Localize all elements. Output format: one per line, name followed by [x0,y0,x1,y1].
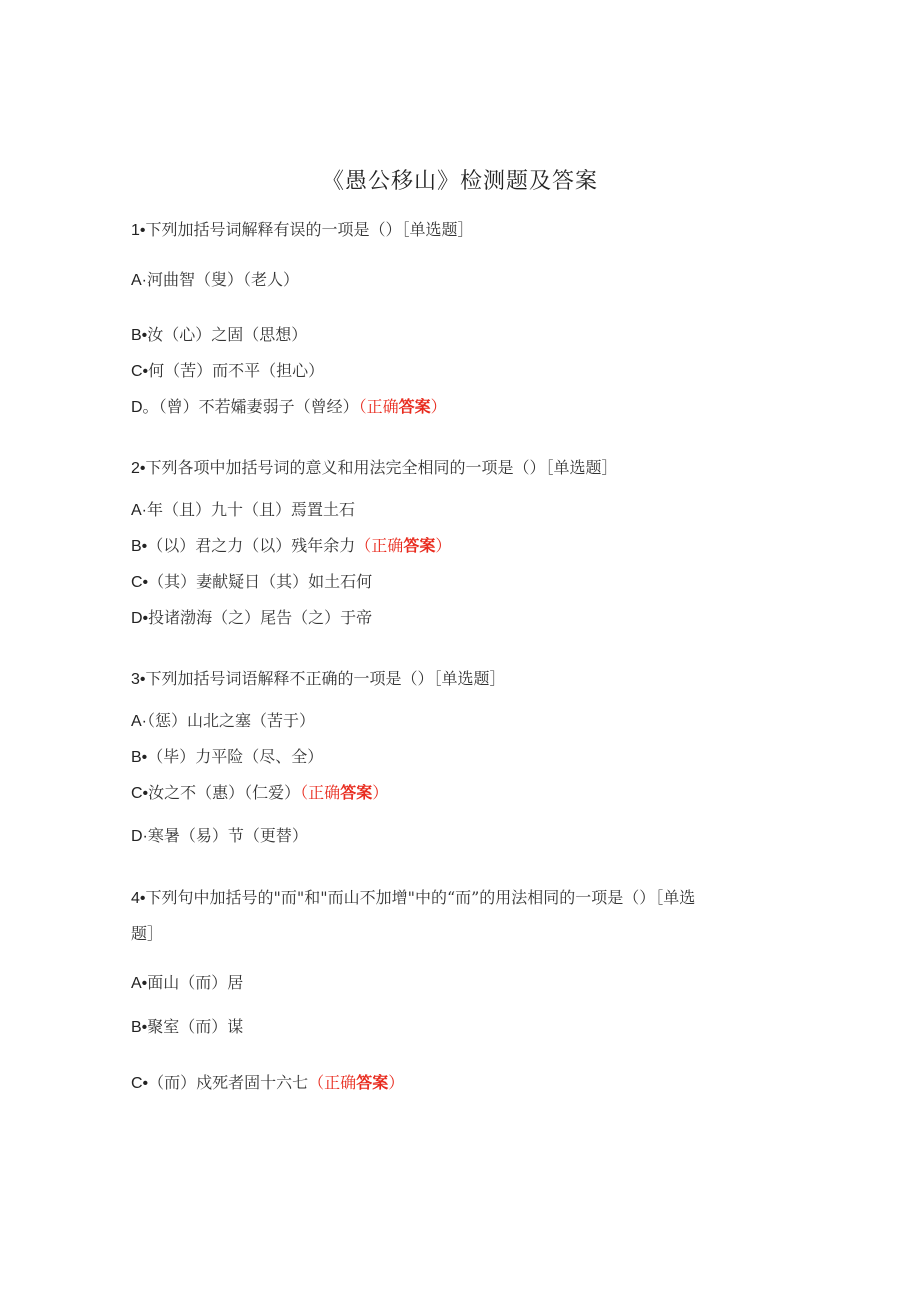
q1-option-d [131,397,447,418]
q1-option-a [131,270,299,291]
option-label: A· [131,502,147,519]
option-text: 年（且）九十（且）焉置土石 [147,500,356,519]
option-label: B• [131,1019,148,1036]
question-number: 3• [131,671,146,688]
option-text: （而）戍死者固十六七 [148,1073,309,1092]
question-number: 4• [131,890,146,907]
option-label: A· [131,713,147,730]
question-4-text-continued: 题］ [131,924,164,943]
option-label: B• [131,327,148,344]
correct-answer-mark: （正确答案） [300,783,389,802]
q3-option-b [131,747,323,768]
question-text: 下列各项中加括号词的意义和用法完全相同的一项是（）［单选题］ [145,458,618,477]
question-4 [131,888,695,909]
correct-answer-mark: （正确答案） [358,397,447,416]
option-text: 河曲智（叟）（老人） [147,270,300,289]
option-text: 聚室（而）谋 [147,1017,244,1036]
option-text: 汝（心）之固（思想） [147,325,308,344]
option-text: 面山（而）居 [147,973,244,992]
option-label: C• [131,1075,149,1092]
q2-option-d [131,608,372,629]
question-text: 下列句中加括号的"而"和"而山不加增"中的“而”的用法相同的一项是（）［单选 [145,888,696,907]
q4-option-a [131,973,243,994]
q1-option-b [131,325,307,346]
option-text: 投诸渤海（之）尾告（之）于帝 [148,608,373,627]
q2-option-c [131,572,372,593]
question-number: 1• [131,222,146,239]
q2-option-b [131,536,451,557]
q2-option-a [131,500,355,521]
question-number: 2• [131,460,146,477]
option-label: D• [131,610,149,627]
option-label: B• [131,749,148,766]
option-text: （曾）不若孀妻弱子（曾经） [158,397,359,416]
question-1 [131,220,474,241]
question-3 [131,669,506,690]
q4-option-c [131,1073,404,1094]
q4-option-b [131,1017,243,1038]
option-label: D。 [131,399,159,416]
q1-option-c [131,361,324,382]
correct-answer-mark: （正确答案） [355,536,452,555]
question-2 [131,458,618,479]
option-label: C• [131,363,149,380]
option-label: A• [131,975,148,992]
option-text: 寒暑（易）节（更替） [147,826,308,845]
option-text: （惩）山北之塞（苦于） [147,711,316,730]
option-label: C• [131,574,149,591]
question-text: 下列加括号词解释有误的一项是（）［单选题］ [145,220,474,239]
option-label: A· [131,272,147,289]
document-title: 《愚公移山》检测题及答案 [321,169,598,194]
q3-option-d [131,826,308,847]
option-label: D· [131,828,148,845]
option-text: 何（苦）而不平（担心） [148,361,325,380]
q3-option-c [131,783,388,804]
option-text: （以）君之力（以）残年余力 [147,536,356,555]
correct-answer-mark: （正确答案） [308,1073,405,1092]
option-label: C• [131,785,149,802]
option-text: （毕）力平险（尽、全） [147,747,324,766]
question-text: 下列加括号词语解释不正确的一项是（）［单选题］ [145,669,506,688]
option-text: （其）妻献疑日（其）如土石何 [148,572,373,591]
option-text: 汝之不（惠）（仁爱） [148,783,301,802]
q3-option-a [131,711,315,732]
option-label: B• [131,538,148,555]
